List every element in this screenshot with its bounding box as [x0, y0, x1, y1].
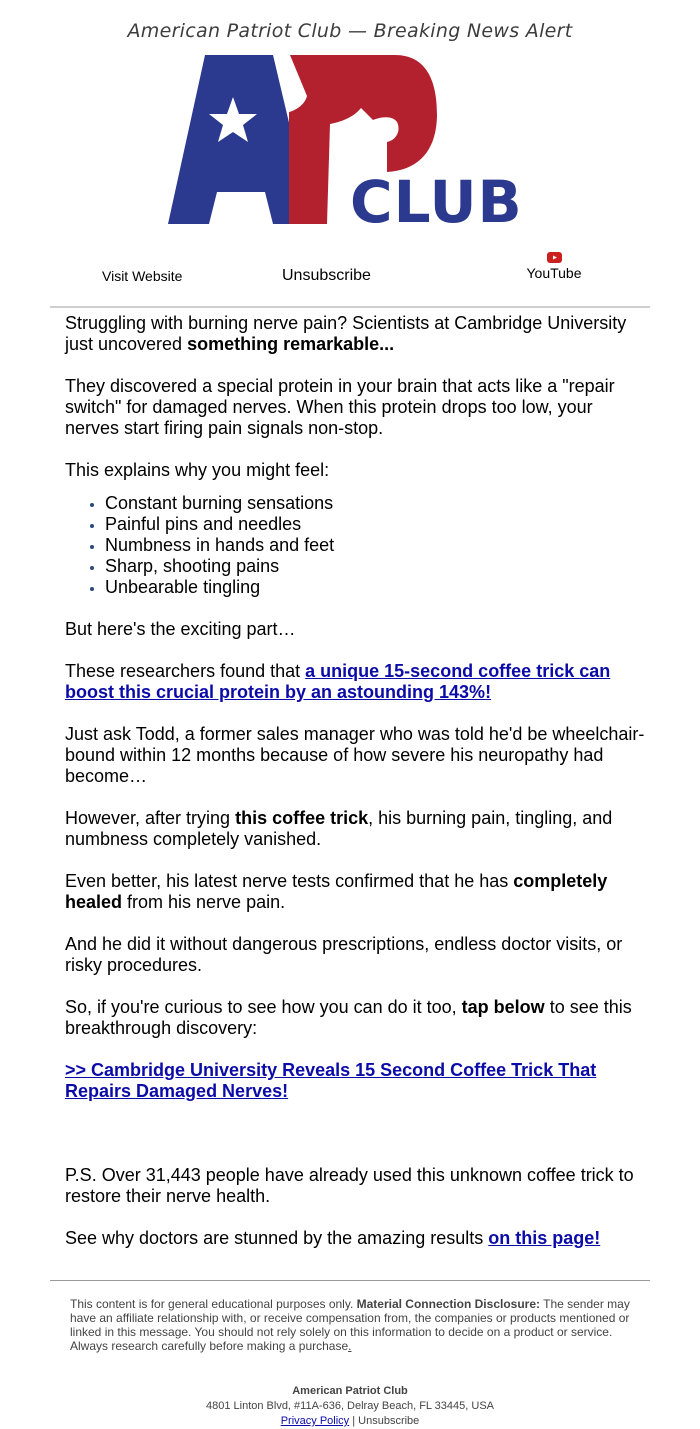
disclosure-heading: Material Connection Disclosure:: [356, 1297, 540, 1311]
todd-paragraph: Just ask Todd, a former sales manager who was told he'd be wheelchair-bound within 12 months because of how severe his neuropathy had become…: [65, 724, 645, 786]
disclosure-trailing-link[interactable]: .: [348, 1339, 352, 1353]
ap-club-logo[interactable]: [165, 52, 537, 230]
footer-unsubscribe-link[interactable]: Unsubscribe: [358, 1415, 420, 1427]
visit-website-link[interactable]: Visit Website: [102, 268, 183, 284]
list-item: • Constant burning sensations: [105, 493, 645, 514]
list-item: • Painful pins and needles: [105, 514, 645, 535]
youtube-label: YouTube: [526, 265, 582, 281]
coffee-trick-link[interactable]: a unique 15-second coffee trick can boost this crucial protein by an astounding 143%!: [65, 661, 611, 702]
intro-paragraph: Struggling with burning nerve pain? Scientists at Cambridge University just uncovered something remarkable...: [65, 313, 627, 354]
header-nav: [50, 252, 650, 292]
email-footer: [0, 1384, 700, 1429]
email-header-title: American Patriot Club — Breaking News Alert: [127, 20, 573, 42]
list-item: • Unbearable tingling: [105, 577, 645, 598]
researchers-paragraph: These researchers found that a unique 15-second coffee trick can boost this crucial protein by an astounding 143%!: [65, 661, 611, 702]
coffee-trick-paragraph: However, after trying this coffee trick, his burning pain, tingling, and numbness completely vanished.: [65, 808, 613, 849]
no-prescriptions-paragraph: And he did it without dangerous prescriptions, endless doctor visits, or risky procedures.: [65, 934, 623, 975]
footer-links: [0, 1414, 700, 1429]
disclosure-text: This content is for general educational purposes only. Material Connection Disclosure: The sender may have an affiliate relationship with, or receive compensation from, the companies or products mentioned or linked in this message. You should not rely solely on this information to decide on a product or service. Always research carefully before making a purchase.: [70, 1297, 630, 1353]
protein-paragraph: They discovered a special protein in your brain that acts like a "repair switch" for damaged nerves. When this protein drops too low, your nerves start firing pain signals non-stop.: [65, 376, 615, 438]
footer-separator: |: [349, 1415, 359, 1427]
spacer: [65, 1123, 645, 1165]
exciting-part-paragraph: But here's the exciting part…: [65, 619, 296, 639]
header-divider: [50, 306, 650, 308]
list-item: • Numbness in hands and feet: [105, 535, 645, 556]
unsubscribe-link[interactable]: Unsubscribe: [282, 267, 371, 284]
symptoms-list: [65, 493, 645, 598]
ps-paragraph: P.S. Over 31,443 people have already used this unknown coffee trick to restore their nerve health.: [65, 1165, 634, 1206]
privacy-policy-link[interactable]: Privacy Policy: [280, 1415, 350, 1427]
cta-paragraph: [65, 1060, 645, 1102]
youtube-link[interactable]: [526, 252, 582, 281]
logo-club-text: CLUB: [350, 168, 523, 230]
cta-link[interactable]: >> Cambridge University Reveals 15 Second Coffee Trick That Repairs Damaged Nerves!: [65, 1060, 597, 1101]
footer-org-name: American Patriot Club: [292, 1385, 408, 1397]
symptoms-intro: This explains why you might feel:: [65, 460, 330, 480]
list-item: • Sharp, shooting pains: [105, 556, 645, 577]
tap-below-paragraph: So, if you're curious to see how you can do it too, tap below to see this breakthrough discovery:: [65, 997, 632, 1038]
footer-divider: [50, 1280, 650, 1281]
healed-paragraph: Even better, his latest nerve tests confirmed that he has completely healed from his nerve pain.: [65, 871, 608, 912]
final-paragraph: See why doctors are stunned by the amazing results on this page!: [65, 1228, 601, 1248]
email-body: [65, 313, 645, 1270]
on-this-page-link[interactable]: on this page!: [488, 1228, 601, 1248]
intro-emphasis: something remarkable...: [187, 334, 395, 354]
footer-address: 4801 Linton Blvd, #11A-636, Delray Beach, FL 33445, USA: [205, 1400, 494, 1412]
youtube-play-icon: [547, 252, 562, 263]
